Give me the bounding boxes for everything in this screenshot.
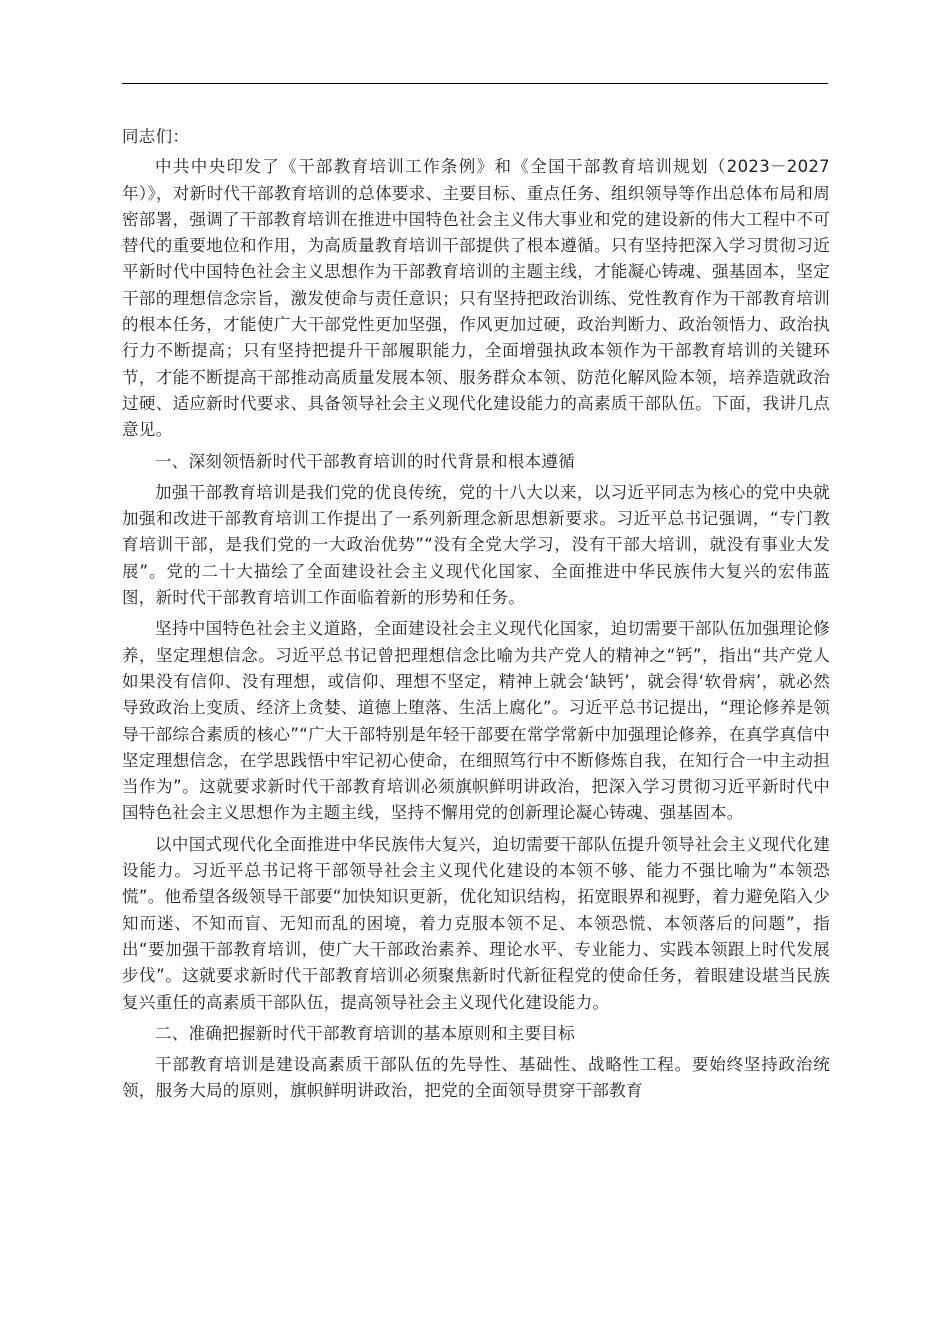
header-rule (122, 83, 828, 84)
paragraph: 加强干部教育培训是我们党的优良传统，党的十八大以来，以习近平同志为核心的党中央就加强和改进干部教育培训工作提出了一系列新理念新思想新要求。习近平总书记强调，“专门教育培训干部，是我们党的一大政治优势”“没有全党大学习，没有干部大培训，就没有事业大发展”。党的二十大描绘了全面建设社会主义现代化国家、全面推进中华民族伟大复兴的宏伟蓝图，新时代干部教育培训工作面临着新的形势和任务。 (122, 482, 830, 608)
document-body (122, 124, 830, 1110)
paragraph: 干部教育培训是建设高素质干部队伍的先导性、基础性、战略性工程。要始终坚持政治统领，服务大局的原则，旗帜鲜明讲政治，把党的全面领导贯穿干部教育 (122, 1055, 830, 1101)
section-heading-2: 二、准确把握新时代干部教育培训的基本原则和主要目标 (155, 1023, 575, 1043)
paragraph: 坚持中国特色社会主义道路，全面建设社会主义现代化国家，迫切需要干部队伍加强理论修养，坚定理想信念。习近平总书记曾把理想信念比喻为共产党人的精神之“钙”，指出“共产党人如果没有信仰、没有理想，或信仰、理想不坚定，精神上就会‘缺钙’，就会得‘软骨病’，就必然导致政治上变质、经济上贪婪、道德上堕落、生活上腐化”。习近平总书记提出，“理论修养是领导干部综合素质的核心”“广大干部特别是年轻干部要在常学常新中加强理论修养，在真学真信中坚定理想信念，在学思践悟中牢记初心使命，在细照笃行中不断修炼自我，在知行合一中主动担当作为”。这就要求新时代干部教育培训必须旗帜鲜明讲政治，把深入学习贯彻习近平新时代中国特色社会主义思想作为主题主线，坚持不懈用党的创新理论凝心铸魂、强基固本。 (122, 619, 830, 823)
paragraph-intro: 中共中央印发了《干部教育培训工作条例》和《全国干部教育培训规划（2023－2027年）》，对新时代干部教育培训的总体要求、主要目标、重点任务、组织领导等作出总体布局和周密部署，强调了干部教育培训在推进中国特色社会主义伟大事业和党的建设新的伟大工程中不可替代的重要地位和作用，为高质量教育培训干部提供了根本遵循。只有坚持把深入学习贯彻习近平新时代中国特色社会主义思想作为干部教育培训的主题主线，才能凝心铸魂、强基固本，坚定干部的理想信念宗旨，激发使命与责任意识；只有坚持把政治训练、党性教育作为干部教育培训的根本任务，才能使广大干部党性更加坚强，作风更加过硬，政治判断力、政治领悟力、政治执行力不断提高；只有坚持把提升干部履职能力，全面增强执政本领作为干部教育培训的关键环节，才能不断提高干部推动高质量发展本领、服务群众本领、防范化解风险本领，培养造就政治过硬、适应新时代要求、具备领导社会主义现代化建设能力的高素质干部队伍。下面，我讲几点意见。 (122, 157, 830, 440)
section-heading-1: 一、深刻领悟新时代干部教育培训的时代背景和根本遵循 (155, 451, 575, 471)
salutation: 同志们： (122, 127, 190, 146)
paragraph: 以中国式现代化全面推进中华民族伟大复兴，迫切需要干部队伍提升领导社会主义现代化建设能力。习近平总书记将干部领导社会主义现代化建设的本领不够、能力不强比喻为“本领恐慌”。他希望各级领导干部要“加快知识更新，优化知识结构，拓宽眼界和视野，着力避免陷入少知而迷、不知而盲、无知而乱的困境，着力克服本领不足、本领恐慌、本领落后的问题”，指出“要加强干部教育培训，使广大干部政治素养、理论水平、专业能力、实践本领跟上时代发展步伐”。这就要求新时代干部教育培训必须聚焦新时代新征程党的使命任务，着眼建设堪当民族复兴重任的高素质干部队伍，提高领导社会主义现代化建设能力。 (122, 834, 830, 1012)
